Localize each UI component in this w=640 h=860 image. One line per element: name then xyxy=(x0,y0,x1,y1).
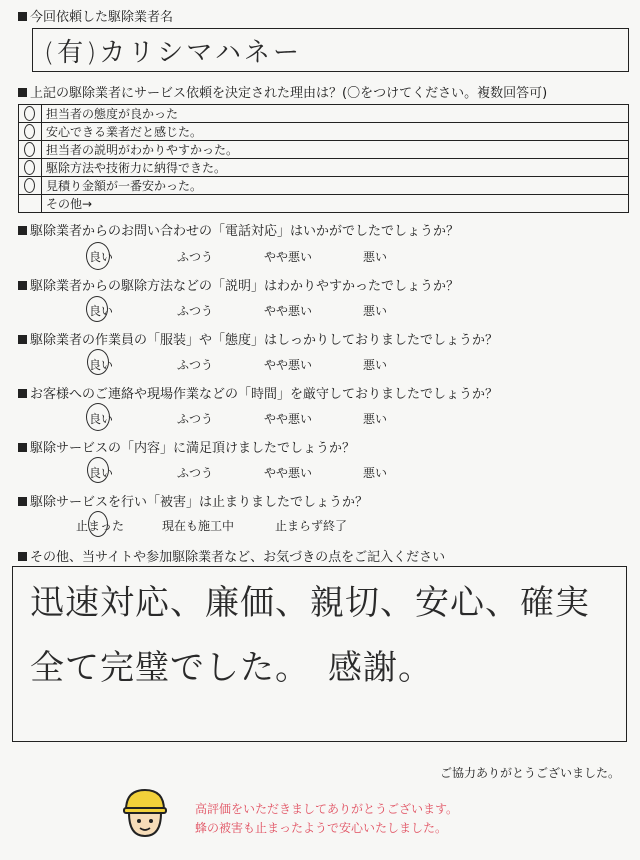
option-average[interactable]: ふつう xyxy=(177,304,214,318)
selected-circle-icon xyxy=(86,403,110,431)
section-heading-text: 上記の駆除業者にサービス依頼を決定された理由は？(〇をつけてください。複数回答可) xyxy=(30,86,548,101)
bullet-square-icon xyxy=(18,443,27,452)
bullet-square-icon xyxy=(18,281,27,290)
reason-checkbox[interactable] xyxy=(19,123,42,140)
option-average[interactable]: ふつう xyxy=(177,250,214,264)
question-text: 駆除業者の作業員の「服装」や「態度」はしっかりしておりましたでしょうか？ xyxy=(30,333,499,348)
rating-question-content xyxy=(18,437,355,456)
company-name-handwritten: (有)カリシマハネー xyxy=(44,38,303,68)
rating-question-explanation xyxy=(18,275,459,294)
option-good[interactable]: 良い xyxy=(89,412,114,426)
comment-line-1: 迅速対応、廉価、親切、安心、確実 xyxy=(30,583,590,623)
option-good[interactable]: 良い xyxy=(89,466,114,480)
thanks-text: ご協力ありがとうございました。 xyxy=(439,766,620,780)
question-text: 駆除業者からの駆除方法などの「説明」はわかりやすかったでしょうか？ xyxy=(30,279,460,294)
reason-label: その他→ xyxy=(46,197,93,211)
section-heading-company xyxy=(18,6,173,25)
bullet-square-icon xyxy=(18,389,27,398)
option-good[interactable]: 良い xyxy=(89,304,114,318)
option-bad[interactable]: 悪い xyxy=(363,358,388,372)
bullet-square-icon xyxy=(18,226,27,235)
rating-question-phone xyxy=(18,220,459,239)
bullet-square-icon xyxy=(18,335,27,344)
question-text: 駆除サービスの「内容」に満足頂けましたでしょうか？ xyxy=(30,441,356,456)
section-heading-text: その他、当サイトや参加駆除業者など、お気づきの点をご記入ください xyxy=(30,550,446,565)
damage-question xyxy=(18,491,368,510)
selected-circle-icon xyxy=(86,296,108,322)
staff-message-line-1: 高評価をいただきましてありがとうございます。 xyxy=(195,802,459,816)
rating-question-attire xyxy=(18,329,498,348)
option-somewhat-bad[interactable]: やや悪い xyxy=(264,466,313,480)
option-somewhat-bad[interactable]: やや悪い xyxy=(264,250,313,264)
reason-label: 駆除方法や技術力に納得できた。 xyxy=(46,161,227,175)
option-good[interactable]: 良い xyxy=(89,358,114,372)
reason-checkbox[interactable] xyxy=(19,177,42,194)
checked-circle-icon xyxy=(24,142,35,157)
option-average[interactable]: ふつう xyxy=(177,358,214,372)
reason-label: 安心できる業者だと感じた。 xyxy=(46,125,203,139)
staff-message-line-2: 蜂の被害も止まったようで安心いたしました。 xyxy=(195,821,448,835)
bullet-square-icon xyxy=(18,552,27,561)
option-bad[interactable]: 悪い xyxy=(363,466,388,480)
reason-checkbox[interactable] xyxy=(19,195,42,212)
checked-circle-icon xyxy=(24,160,35,175)
reasons-table xyxy=(18,104,629,213)
section-heading-reasons xyxy=(18,82,547,101)
reason-label: 見積り金額が一番安かった。 xyxy=(46,179,203,193)
question-text: お客様へのご連絡や現場作業などの「時間」を厳守しておりましたでしょうか？ xyxy=(30,387,499,402)
comments-heading xyxy=(18,546,445,565)
selected-circle-icon xyxy=(87,457,109,483)
option-in-progress[interactable]: 現在も施工中 xyxy=(162,519,235,533)
question-text: 駆除サービスを行い「被害」は止まりましたでしょうか？ xyxy=(30,495,369,510)
reason-checkbox[interactable] xyxy=(19,141,42,158)
bullet-square-icon xyxy=(18,497,27,506)
option-somewhat-bad[interactable]: やや悪い xyxy=(264,304,313,318)
selected-circle-icon xyxy=(88,511,108,537)
option-bad[interactable]: 悪い xyxy=(363,250,388,264)
comment-line-2: 全て完璧でした。 感謝。 xyxy=(30,648,433,688)
bullet-square-icon xyxy=(18,12,27,21)
section-heading-text: 今回依頼した駆除業者名 xyxy=(30,10,174,25)
reason-label: 担当者の態度が良かった xyxy=(46,107,179,121)
option-average[interactable]: ふつう xyxy=(177,466,214,480)
question-text: 駆除業者からのお問い合わせの「電話対応」はいかがでしたでしょうか？ xyxy=(30,224,460,239)
checked-circle-icon xyxy=(24,178,35,193)
reason-checkbox[interactable] xyxy=(19,159,42,176)
reason-row xyxy=(19,141,628,159)
checked-circle-icon xyxy=(24,124,35,139)
option-bad[interactable]: 悪い xyxy=(363,412,388,426)
rating-question-time xyxy=(18,383,498,402)
reason-row xyxy=(19,177,628,195)
option-somewhat-bad[interactable]: やや悪い xyxy=(264,358,313,372)
reason-row xyxy=(19,105,628,123)
option-bad[interactable]: 悪い xyxy=(363,304,388,318)
option-ended-unstopped[interactable]: 止まらず終了 xyxy=(275,519,348,533)
option-average[interactable]: ふつう xyxy=(177,412,214,426)
option-stopped[interactable]: 止まった xyxy=(76,519,125,533)
selected-circle-icon xyxy=(86,242,110,270)
reason-row xyxy=(19,123,628,141)
reason-row xyxy=(19,159,628,177)
checked-circle-icon xyxy=(24,106,35,121)
reason-row xyxy=(19,195,628,212)
option-good[interactable]: 良い xyxy=(89,250,114,264)
reason-label: 担当者の説明がわかりやすかった。 xyxy=(46,143,239,157)
staff-avatar-icon xyxy=(120,786,170,842)
bullet-square-icon xyxy=(18,88,27,97)
selected-circle-icon xyxy=(87,349,109,375)
reason-checkbox[interactable] xyxy=(19,105,42,122)
option-somewhat-bad[interactable]: やや悪い xyxy=(264,412,313,426)
